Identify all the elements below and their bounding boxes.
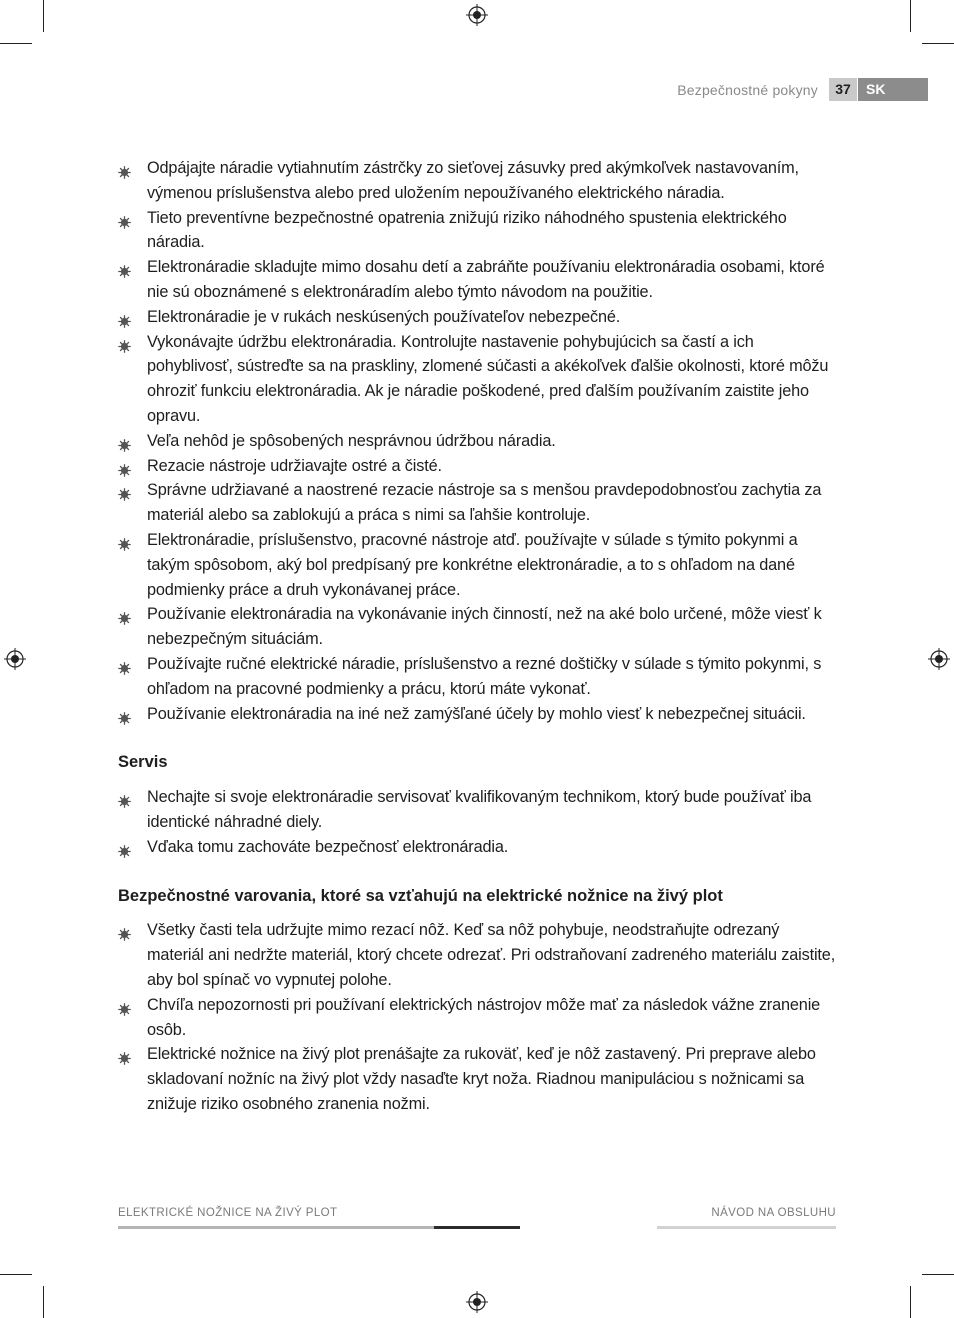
crop-mark (922, 1274, 954, 1275)
list-item-text: Nechajte si svoje elektronáradie servisovať kvalifikovaným technikom, ktorý bude používať iba identické náhradné diely. (147, 788, 812, 831)
list-item (118, 478, 838, 528)
list-item-text: Elektronáradie skladujte mimo dosahu detí a zabráňte používaniu elektronáradia osobami, ktoré nie sú oboznámené s elektronáradím alebo týmto návodom na použitie. (147, 258, 825, 301)
servis-list (118, 785, 838, 859)
bullet-icon (118, 212, 131, 225)
list-item (118, 785, 838, 835)
list-item (118, 918, 838, 992)
list-item (118, 652, 838, 702)
crop-mark (0, 43, 32, 44)
footer-manual-label: NÁVOD NA OBSLUHU (711, 1207, 836, 1219)
list-item (118, 156, 838, 206)
bullet-icon (118, 791, 131, 804)
crop-mark (922, 43, 954, 44)
list-item (118, 993, 838, 1043)
bullet-icon (118, 534, 131, 547)
bullet-icon (118, 261, 131, 274)
footer-rule (520, 1226, 657, 1229)
list-item-text: Správne udržiavané a naostrené rezacie nástroje sa s menšou pravdepodobnosťou zachytia za materiál alebo sa zablokujú a práca s nimi sa ľahšie kontroluje. (147, 481, 822, 525)
list-item-text: Elektronáradie, príslušenstvo, pracovné nástroje atď. používajte v súlade s týmito pokynmi a takým spôsobom, aký bol predpísaný pre konkrétne elektronáradie, a to s ohľadom na dané podmienky práce a druh vykonávanej práce. (147, 530, 798, 599)
bullet-icon (118, 999, 131, 1012)
bullet-icon (118, 460, 131, 473)
crop-mark (910, 0, 911, 32)
header-title: Bezpečnostné pokyny (677, 82, 818, 98)
footer-rule (657, 1226, 836, 1229)
safety-list (118, 156, 838, 726)
section-heading-hedge-trimmer: Bezpečnostné varovania, ktoré sa vzťahujú na elektrické nožnice na živý plot (118, 886, 723, 905)
list-item (118, 1042, 838, 1116)
list-item-text: Rezacie nástroje udržiavajte ostré a čisté. (147, 456, 442, 475)
language-badge: SK (858, 78, 928, 101)
list-item (118, 206, 838, 256)
bullet-icon (118, 708, 131, 721)
list-item-text: Chvíľa nepozornosti pri používaní elektrických nástrojov môže mať za následok vážne zranenie osôb. (147, 995, 821, 1039)
list-item (118, 602, 838, 652)
bullet-icon (118, 336, 131, 349)
crop-mark (0, 1274, 32, 1275)
footer-rule (118, 1226, 434, 1229)
list-item-text: Vykonávajte údržbu elektronáradia. Kontrolujte nastavenie pohybujúcich sa častí a ich pohyblivosť, sústreďte sa na praskliny, zlomené súčasti a akékoľvek ďalšie okolnosti, ktoré môžu ohroziť funkciu elektronáradia. Ak je náradie poškodené, pred ďalším používaním zaistite jeho opravu. (147, 332, 829, 425)
bullet-icon (118, 311, 131, 324)
list-item (118, 429, 838, 454)
list-item-text: Používanie elektronáradia na vykonávanie iných činností, než na aké bolo určené, môže viesť k nebezpečným situáciám. (147, 605, 822, 649)
crop-mark (43, 1286, 44, 1318)
list-item (118, 454, 838, 479)
hedge-trimmer-list (118, 918, 838, 1116)
crop-mark (43, 0, 44, 32)
list-item-text: Veľa nehôd je spôsobených nesprávnou údržbou náradia. (147, 431, 556, 450)
registration-mark-icon (466, 4, 488, 26)
list-item (118, 702, 838, 727)
registration-mark-icon (928, 648, 950, 670)
page-content (118, 156, 838, 1117)
list-item-text: Používajte ručné elektrické náradie, príslušenstvo a rezné doštičky v súlade s týmito pokynmi, s ohľadom na pracovné podmienky a prácu, ktorú máte vykonať. (147, 654, 822, 698)
page-number: 37 (829, 78, 857, 101)
bullet-icon (118, 435, 131, 448)
list-item-text: Všetky časti tela udržujte mimo rezací nôž. Keď sa nôž pohybuje, neodstraňujte odrezaný materiál ani nedržte materiál, ktorý chcete odrezať. Pri odstraňovaní zadreného materiálu zaistite, aby bol spínač vo vypnutej polohe. (147, 921, 836, 989)
list-item-text: Používanie elektronáradia na iné než zamýšľané účely by mohlo viesť k nebezpečnej situácii. (147, 704, 806, 723)
list-item-text: Elektronáradie je v rukách neskúsených používateľov nebezpečné. (147, 307, 621, 326)
footer-rule (434, 1226, 520, 1229)
list-item-text: Odpájajte náradie vytiahnutím zástrčky zo sieťovej zásuvky pred akýmkoľvek nastavovaním, výmenou príslušenstva alebo pred uložením nepoužívaného elektrického náradia. (147, 159, 799, 202)
list-item (118, 255, 838, 305)
list-item (118, 305, 838, 330)
list-item (118, 330, 838, 429)
bullet-icon (118, 658, 131, 671)
registration-mark-icon (466, 1291, 488, 1313)
bullet-icon (118, 608, 131, 621)
bullet-icon (118, 841, 131, 854)
list-item (118, 835, 838, 860)
list-item-text: Tieto preventívne bezpečnostné opatrenia znižujú riziko náhodného spustenia elektrického náradia. (147, 208, 787, 252)
footer-product-name: ELEKTRICKÉ NOŽNICE NA ŽIVÝ PLOT (118, 1207, 338, 1219)
registration-mark-icon (4, 648, 26, 670)
list-item (118, 528, 838, 602)
list-item-text: Vďaka tomu zachováte bezpečnosť elektronáradia. (147, 837, 509, 856)
section-heading-servis: Servis (118, 753, 168, 772)
crop-mark (910, 1286, 911, 1318)
bullet-icon (118, 162, 131, 175)
bullet-icon (118, 484, 131, 497)
bullet-icon (118, 924, 131, 937)
page-header (0, 78, 954, 102)
list-item-text: Elektrické nožnice na živý plot prenášajte za rukoväť, keď je nôž zastavený. Pri preprave alebo skladovaní nožníc na živý plot vždy nasaďte kryt noža. Riadnou manipuláciou s nožnicami sa znižuje riziko osobného zranenia nožmi. (147, 1045, 816, 1113)
bullet-icon (118, 1048, 131, 1061)
